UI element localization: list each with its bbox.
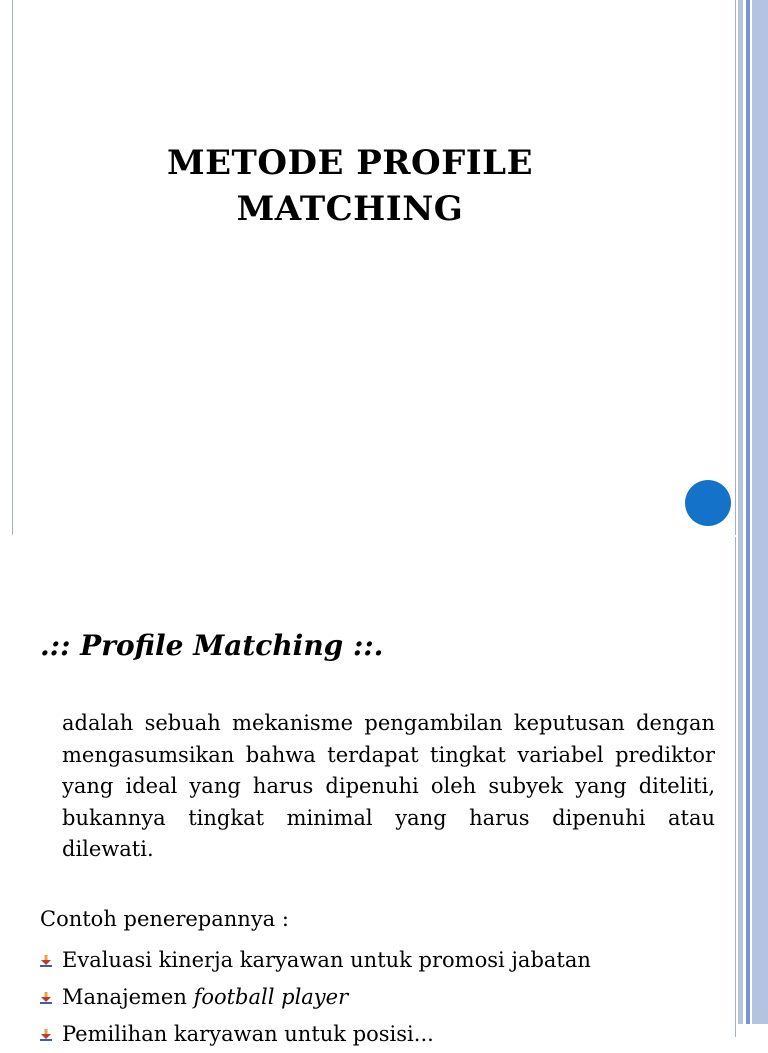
title-line: MATCHING bbox=[236, 189, 464, 229]
decorative-stripe bbox=[746, 0, 750, 1024]
list-item bbox=[40, 942, 730, 979]
examples-label: Contoh penerepannya : bbox=[40, 907, 289, 931]
decorative-circle bbox=[685, 480, 731, 526]
list-item-text: Pemilihan karyawan untuk posisi... bbox=[62, 1022, 434, 1046]
scrollbar-track[interactable] bbox=[752, 0, 768, 1024]
definition-paragraph: adalah sebuah mekanisme pengambilan keputusan dengan mengasumsikan bahwa terdapat tingkat variabel prediktor yang ideal yang harus dipenuhi oleh subyek yang diteliti, bukannya tingkat minimal yang harus dipenuhi atau dilewati. bbox=[62, 711, 715, 861]
examples-list bbox=[40, 942, 730, 1053]
list-item-text: Evaluasi kinerja karyawan untuk promosi jabatan bbox=[62, 948, 591, 972]
bullet-arrow-icon bbox=[40, 1029, 52, 1041]
section-heading: .:: Profile Matching ::. bbox=[40, 629, 384, 662]
decorative-stripe bbox=[738, 0, 743, 1024]
slide-title bbox=[100, 140, 600, 232]
title-line: METODE PROFILE bbox=[166, 143, 533, 183]
slide-1 bbox=[12, 0, 736, 535]
list-item-italic: football player bbox=[193, 985, 349, 1009]
list-item bbox=[40, 979, 730, 1016]
bullet-arrow-icon bbox=[40, 955, 52, 967]
bullet-arrow-icon bbox=[40, 992, 52, 1004]
list-item bbox=[40, 1016, 730, 1053]
list-item-text: Manajemen bbox=[62, 985, 194, 1009]
